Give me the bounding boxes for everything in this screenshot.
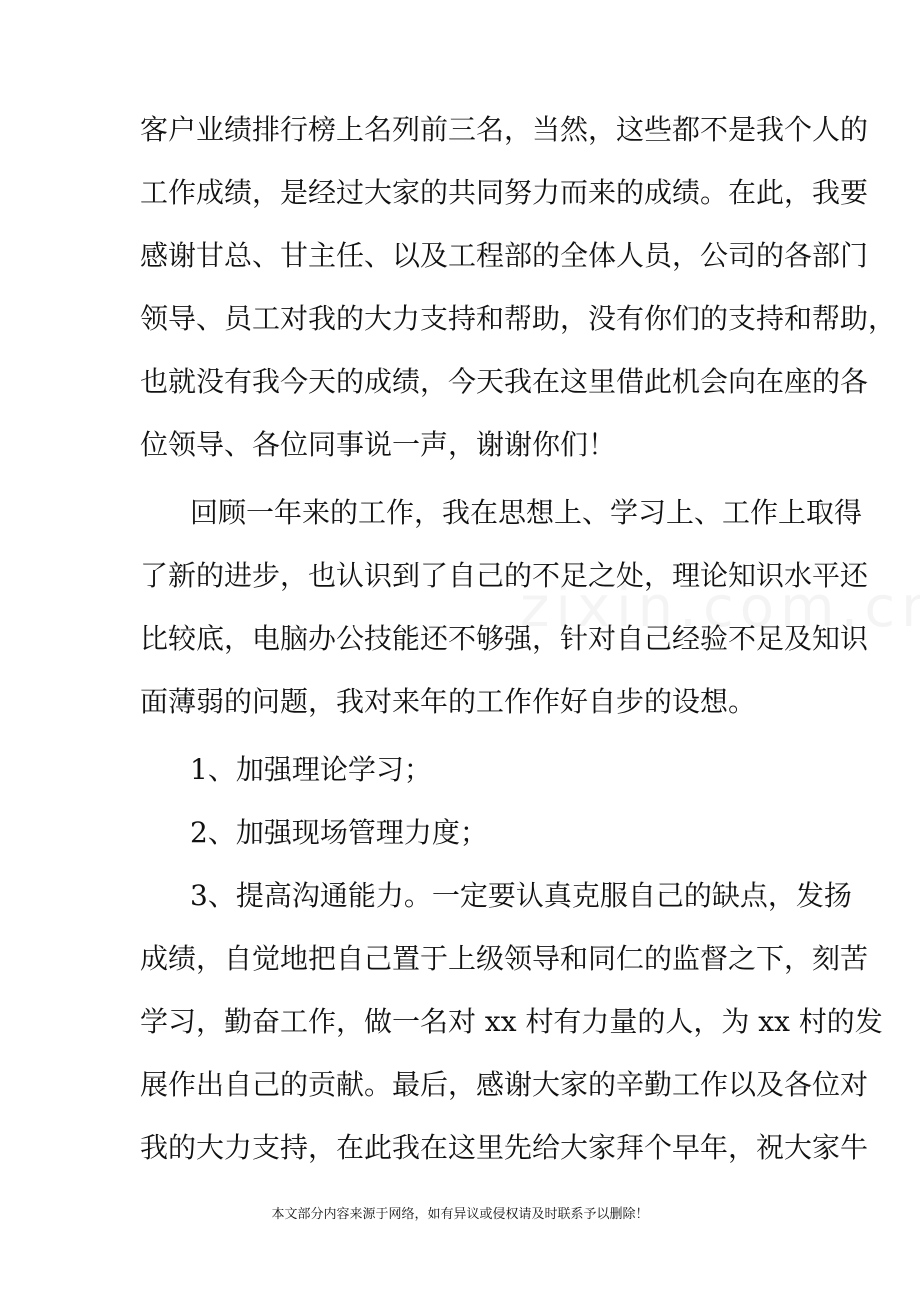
text-line: 我的大力支持，在此我在这里先给大家拜个早年，祝大家牛 bbox=[140, 1131, 869, 1164]
footer-disclaimer: 本文部分内容来源于网络，如有异议或侵权请及时联系予以删除！ bbox=[271, 1207, 649, 1222]
paragraph-start: 回顾一年来的工作，我在思想上、学习上、工作上取得 bbox=[190, 496, 863, 529]
text-line: 位领导、各位同事说一声，谢谢你们！ bbox=[140, 428, 617, 461]
list-item: 2、加强现场管理力度； bbox=[190, 816, 488, 849]
text-line: 感谢甘总、甘主任、以及工程部的全体人员，公司的各部门 bbox=[140, 239, 869, 272]
text-line: 学习，勤奋工作，做一名对 xx 村有力量的人，为 xx 村的发 bbox=[140, 1005, 883, 1038]
text-line: 工作成绩，是经过大家的共同努力而来的成绩。在此，我要 bbox=[140, 176, 869, 209]
text-line: 领导、员工对我的大力支持和帮助，没有你们的支持和帮助， bbox=[140, 302, 897, 335]
text-line: 面薄弱的问题，我对来年的工作作好自步的设想。 bbox=[140, 685, 757, 718]
list-item: 1、加强理论学习； bbox=[190, 753, 432, 786]
text-line: 也就没有我今天的成绩，今天我在这里借此机会向在座的各 bbox=[140, 365, 869, 398]
list-item: 3、提高沟通能力。一定要认真克服自己的缺点，发扬 bbox=[190, 879, 852, 912]
text-line: 展作出自己的贡献。最后，感谢大家的辛勤工作以及各位对 bbox=[140, 1068, 869, 1101]
text-line: 成绩，自觉地把自己置于上级领导和同仁的监督之下，刻苦 bbox=[140, 942, 869, 975]
text-line: 了新的进步，也认识到了自己的不足之处，理论知识水平还 bbox=[140, 559, 869, 592]
text-line: 比较底，电脑办公技能还不够强，针对自己经验不足及知识 bbox=[140, 622, 869, 655]
text-line: 客户业绩排行榜上名列前三名，当然，这些都不是我个人的 bbox=[140, 113, 869, 146]
